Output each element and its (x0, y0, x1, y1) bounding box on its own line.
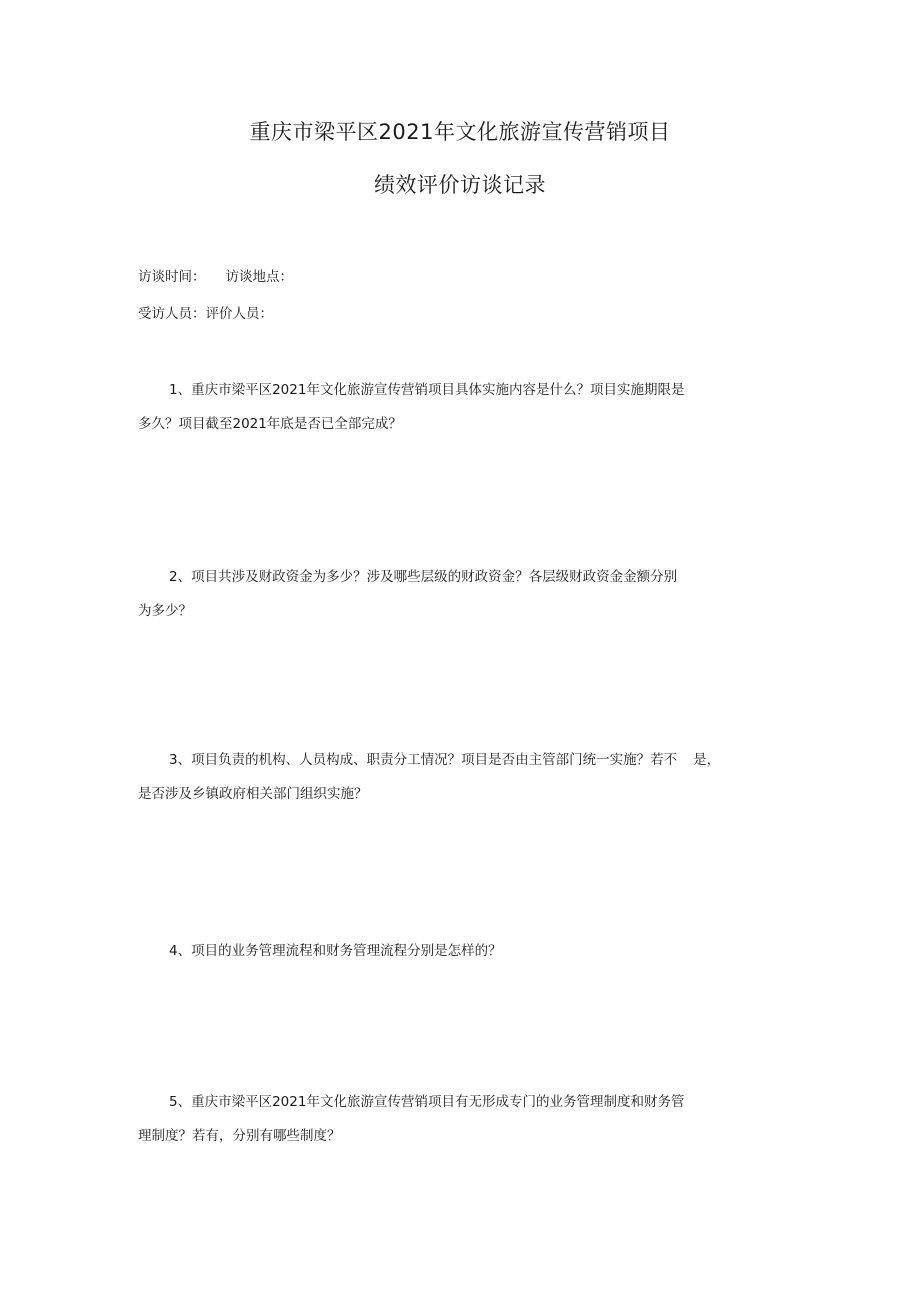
question-1 (138, 380, 684, 434)
question-3 (138, 750, 720, 804)
question-5-line-1: 5、重庆市梁平区2021年文化旅游宣传营销项目有无形成专门的业务管理制度和财务管 (169, 1094, 685, 1110)
interviewee-label: 受访人员： (138, 306, 206, 322)
document-title: 重庆市梁平区2021年文化旅游宣传营销项目 (249, 120, 671, 144)
question-4 (138, 941, 502, 961)
document-subtitle: 绩效评价访谈记录 (374, 173, 546, 197)
question-5-line-2: 理制度？若有，分别有哪些制度？ (138, 1128, 341, 1144)
question-5 (138, 1092, 684, 1146)
question-1-line-1: 1、重庆市梁平区2021年文化旅游宣传营销项目具体实施内容是什么？项目实施期限是 (169, 382, 685, 398)
question-4-line-1: 4、项目的业务管理流程和财务管理流程分别是怎样的？ (169, 943, 502, 959)
question-2-line-1: 2、项目共涉及财政资金为多少？涉及哪些层级的财政资金？各层级财政资金金额分别 (169, 569, 678, 585)
meta-row-time-place (138, 267, 293, 287)
interview-time-label: 访谈时间： (138, 269, 206, 285)
question-3-line-1-text: 3、项目负责的机构、人员构成、职责分工情况？项目是否由主管部门统一实施？若不 (169, 752, 678, 768)
question-3-line-1 (138, 750, 720, 770)
question-2-line-2: 为多少？ (138, 603, 192, 619)
interview-place-label: 访谈地点： (225, 269, 293, 285)
question-1-line-2: 多久？项目截至2021年底是否已全部完成？ (138, 416, 402, 432)
meta-row-people (138, 304, 273, 324)
question-3-line-2: 是否涉及乡镇政府相关部门组织实施？ (138, 786, 368, 802)
question-3-line-1-tail: 是， (693, 752, 721, 768)
evaluator-label: 评价人员： (205, 306, 273, 322)
question-2 (138, 567, 677, 621)
